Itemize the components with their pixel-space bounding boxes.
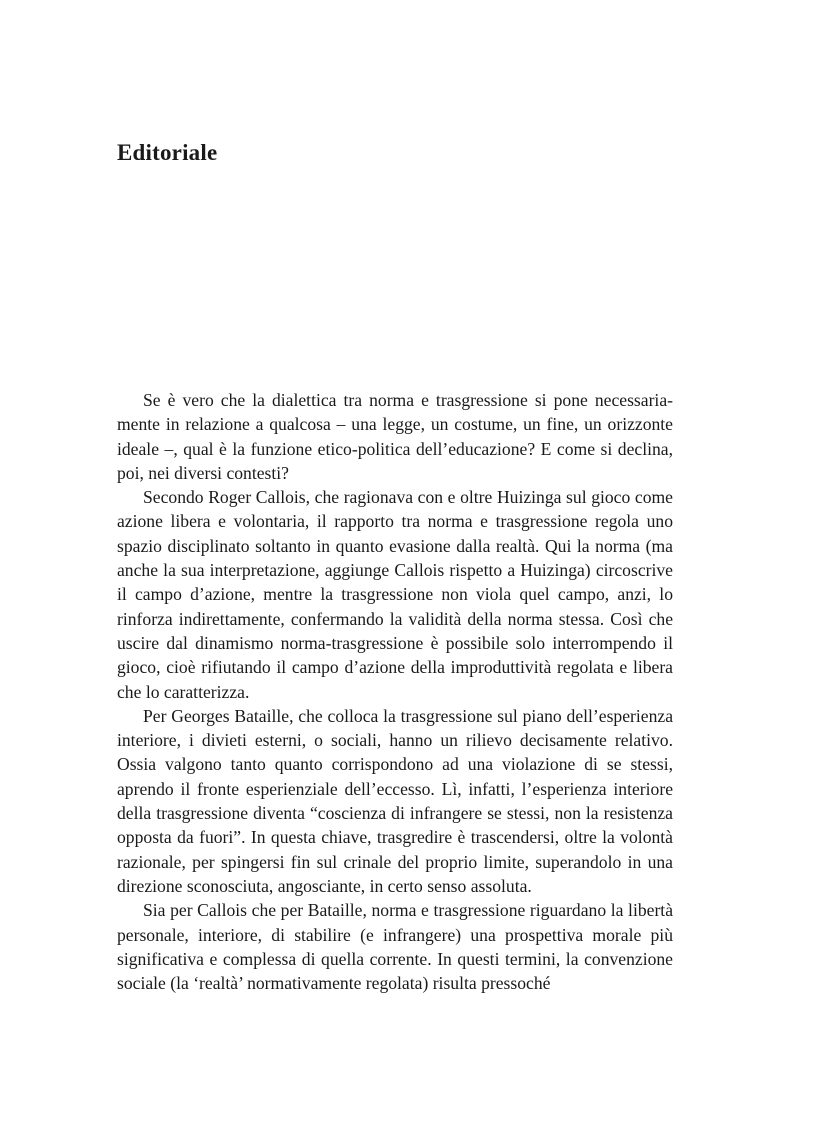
paragraph-1: Se è vero che la dialettica tra norma e trasgressione si pone necessariamente in relazione a qualcosa – una legge, un costume, un fine, un orizzonte ideale –, qual è la funzione etico-politica dell’educazione? E come si declina, poi, nei diversi contesti? (117, 390, 673, 483)
paragraph-3: Per Georges Bataille, che colloca la trasgressione sul piano dell’esperienza interiore, i divieti esterni, o sociali, hanno un rilievo decisamente relativo. Ossia valgono tanto quanto corrispondono ad una violazione di se stessi, aprendo il fronte esperienziale dell’eccesso. Lì, infatti, l’esperienza interiore della trasgressione diventa “coscienza di infrangere se stessi, non la resistenza opposta da fuori”. In questa chiave, trasgredire è trascendersi, oltre la volontà razionale, per spingersi fin sul crinale del proprio limite, superandolo in una direzione sconosciuta, angosciante, in certo senso assoluta. (117, 705, 673, 896)
page-title: Editoriale (117, 140, 218, 165)
paragraph-4: Sia per Callois che per Bataille, norma e trasgressione riguardano la libertà personale, interiore, di stabilire (e infrangere) una prospettiva morale più significativa e complessa di quella corrente. In questi termini, la convenzione sociale (la ‘realtà’ normativamente regolata) risulta pressoché (117, 900, 673, 994)
paragraph-2: Secondo Roger Callois, che ragionava con e oltre Huizinga sul gioco come azione libera e volontaria, il rapporto tra norma e trasgressione regola uno spazio disciplinato soltanto in quanto evasione dalla realtà. Qui la norma (ma anche la sua interpretazione, aggiunge Callois rispetto a Huizinga) circoscrive il campo d’azione, mentre la trasgressione non viola quel campo, anzi, lo rinforza indirettamente, confermando la validità della norma stessa. Così che uscire dal dinamismo norma-trasgressione è possibile solo interrompendo il gioco, cioè rifiutando il campo d’azione della improduttività regolata e libera che lo caratterizza. (117, 487, 673, 702)
body-text (117, 388, 673, 995)
